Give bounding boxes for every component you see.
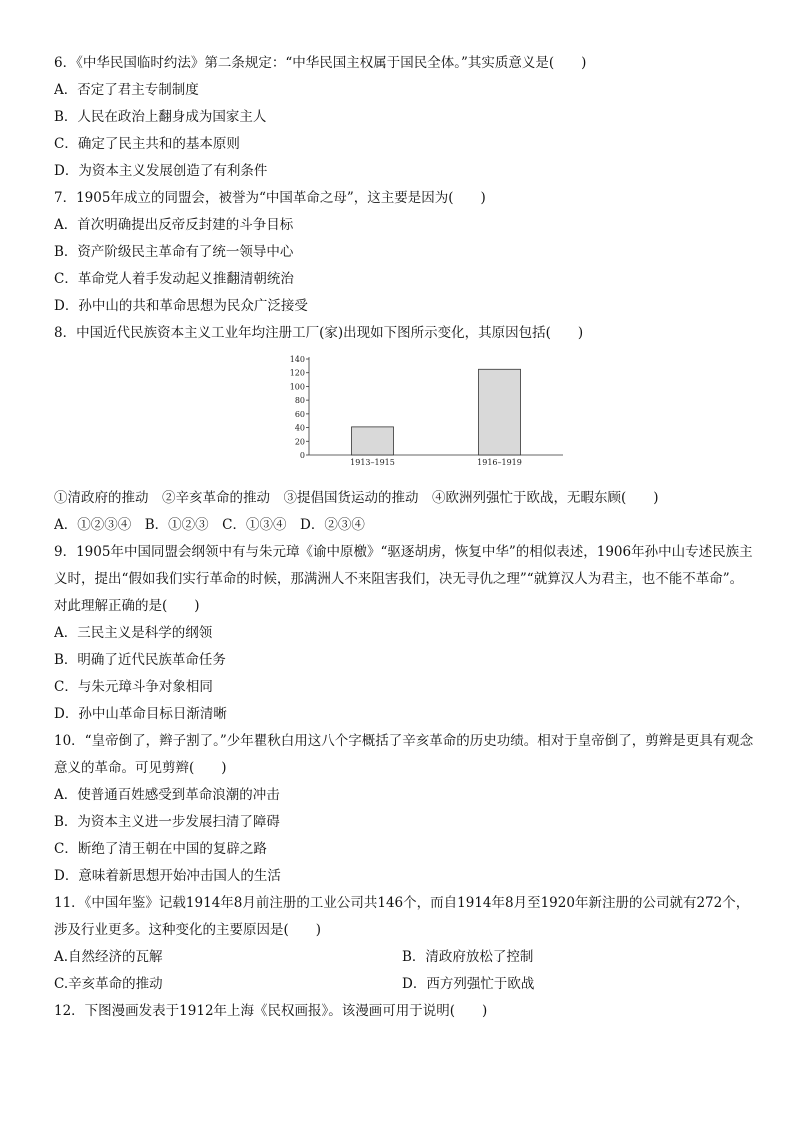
statements: ①清政府的推动 ②辛亥革命的推动 ③提倡国货运动的推动 ④欧洲列强忙于欧战，无暇东顾( ) <box>54 490 659 506</box>
question-8 <box>54 320 754 539</box>
option-b: B．为资本主义进一步发展扫清了障碍 <box>54 814 280 830</box>
question-7 <box>54 185 754 320</box>
question-12 <box>54 998 754 1025</box>
option-c: C．断绝了清王朝在中国的复辟之路 <box>54 841 267 857</box>
option-b: B．明确了近代民族革命任务 <box>54 652 226 668</box>
question-stem: 11．《中国年鉴》记载1914年8月前注册的工业公司共146个，而自1914年8月至1920年新注册的公司就有272个，涉及行业更多。这种变化的主要原因是( ) <box>54 895 750 938</box>
bar-chart <box>54 347 754 485</box>
question-11 <box>54 890 754 998</box>
x-tick-label: 1913–1915 <box>350 458 395 467</box>
bar <box>479 369 521 455</box>
question-stem: 6．《中华民国临时约法》第二条规定：“中华民国主权属于国民全体。”其实质意义是( ) <box>54 55 587 71</box>
y-tick-label: 20 <box>294 437 305 447</box>
question-stem: 7．1905年成立的同盟会，被誉为“中国革命之母”，这主要是因为( ) <box>54 190 486 206</box>
option-a: A．使普通百姓感受到革命浪潮的冲击 <box>54 787 280 803</box>
y-tick-label: 60 <box>294 409 305 419</box>
option-c: C．革命党人着手发动起义推翻清朝统治 <box>54 271 294 287</box>
question-10 <box>54 728 754 890</box>
x-tick-label: 1916–1919 <box>477 458 522 467</box>
option-d: D．孙中山革命目标日渐清晰 <box>54 706 227 722</box>
option-d: D．意味着新思想开始冲击国人的生活 <box>54 868 281 884</box>
y-tick-label: 80 <box>294 396 305 406</box>
option-a: A.自然经济的瓦解 <box>54 949 163 965</box>
y-tick-label: 140 <box>289 355 305 364</box>
question-stem: 12．下图漫画发表于1912年上海《民权画报》。该漫画可用于说明( ) <box>54 1003 488 1019</box>
bar <box>352 427 394 455</box>
y-tick-label: 100 <box>289 382 305 392</box>
question-6 <box>54 50 754 185</box>
options-row-2 <box>54 971 754 998</box>
option-d: D．孙中山的共和革命思想为民众广泛接受 <box>54 298 308 314</box>
y-tick-label: 40 <box>294 423 305 433</box>
option-b: B．人民在政治上翻身成为国家主人 <box>54 109 267 125</box>
y-tick-label: 120 <box>289 368 305 378</box>
option-c: C．与朱元璋斗争对象相同 <box>54 679 213 695</box>
bar-chart-svg <box>281 351 571 481</box>
option-d: D．为资本主义发展创造了有利条件 <box>54 163 268 179</box>
y-tick-label: 0 <box>299 451 305 460</box>
options-line: A．①②③④ B．①②③ C．①③④ D．②③④ <box>54 517 365 533</box>
options-row-1 <box>54 944 754 971</box>
question-stem: 9．1905年中国同盟会纲领中有与朱元璋《谕中原檄》“驱逐胡虏，恢复中华”的相似表述，1906年孙中山专述民族主义时，提出“假如我们实行革命的时候，那满洲人不来阻害我们，决无寻仇之理”“就算汉人为君主，也不能不革命”。对此理解正确的是( ) <box>54 544 753 614</box>
option-c: C．确定了民主共和的基本原则 <box>54 136 240 152</box>
exam-page <box>54 50 754 1025</box>
option-b: B．清政府放松了控制 <box>402 949 534 965</box>
option-c: C.辛亥革命的推动 <box>54 976 163 992</box>
option-a: A．否定了君主专制制度 <box>54 82 199 98</box>
option-b: B．资产阶级民主革命有了统一领导中心 <box>54 244 294 260</box>
option-a: A．三民主义是科学的纲领 <box>54 625 213 641</box>
question-9 <box>54 539 754 728</box>
option-d: D．西方列强忙于欧战 <box>402 976 535 992</box>
option-a: A．首次明确提出反帝反封建的斗争目标 <box>54 217 294 233</box>
question-stem: 8．中国近代民族资本主义工业年均注册工厂(家)出现如下图所示变化，其原因包括( ) <box>54 325 584 341</box>
question-stem: 10．“皇帝倒了，辫子割了。”少年瞿秋白用这八个字概括了辛亥革命的历史功绩。相对于皇帝倒了，剪辫是更具有观念意义的革命。可见剪辫( ) <box>54 733 754 776</box>
